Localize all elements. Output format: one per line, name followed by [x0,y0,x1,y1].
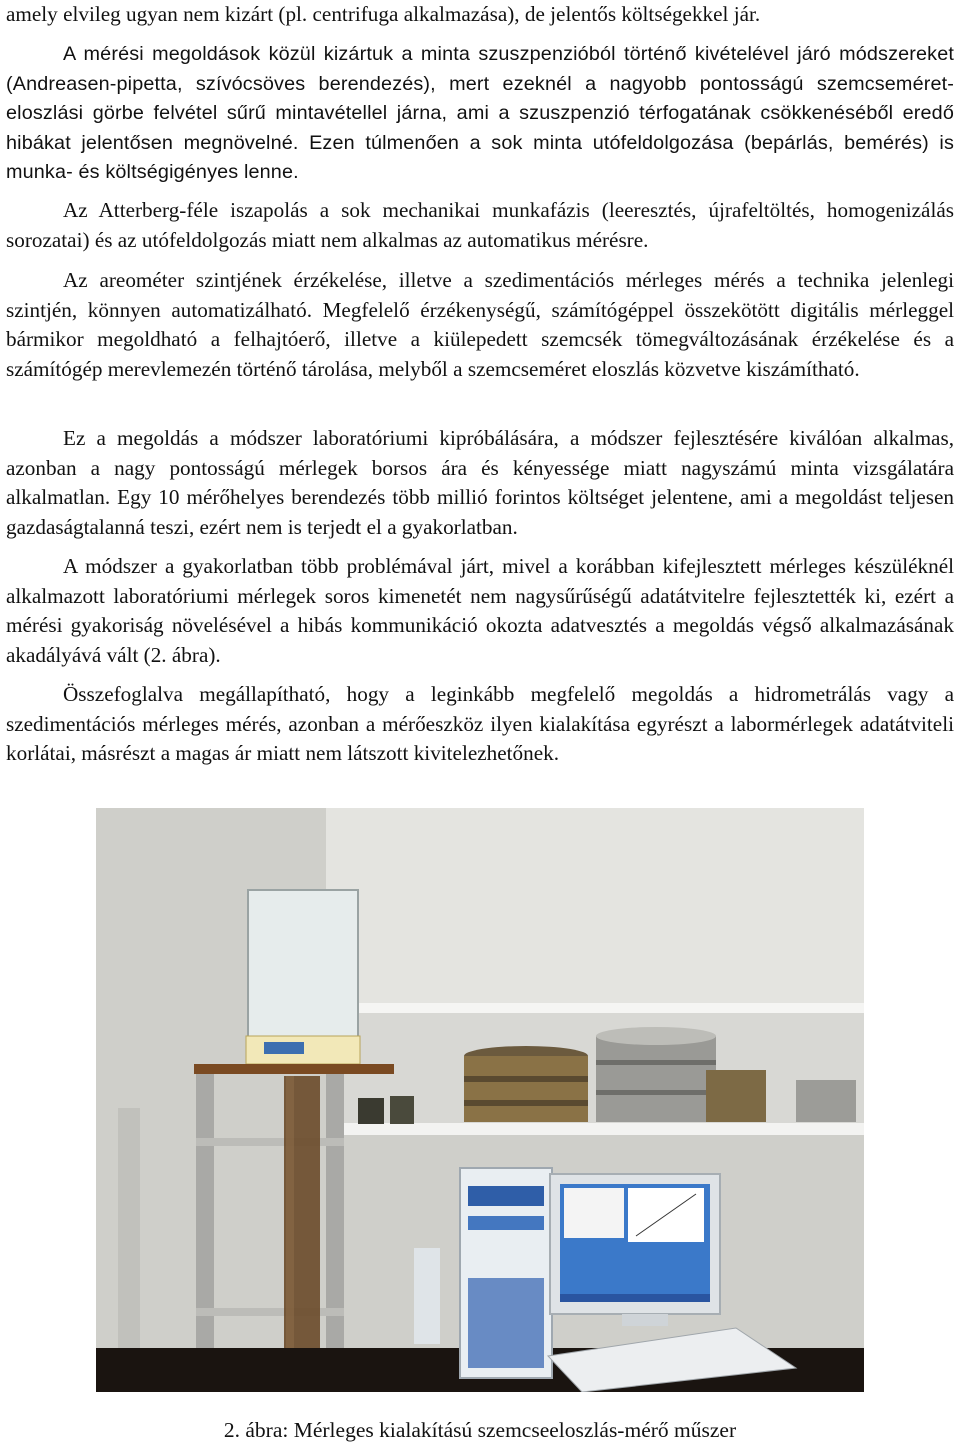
paragraph-atterberg: Az Atterberg-féle iszapolás a sok mechanikai munkafázis (leeresztés, újrafeltöltés, homogenizálás sorozatai) és az utófeldolgozás miatt nem alkalmas az automatikus mérésre. [6,198,954,252]
glass-tube [118,1108,140,1376]
shelf-board [326,1123,864,1135]
paragraph-excluded-methods: A mérési megoldások közül kizártuk a minta szuszpenzióból történő kivételével járó módszereket (Andreasen-pipetta, szívócsöves berendezés), mert ezeknél a nagyobb pontosságú szemcseméret-eloszlási görbe felvétel sűrű mintavétellel járna, ami a szuszpenzió térfogatának csökkenéséből eredő hibákat jelentősen megnövelné. Ezen túlmenően a sok minta utófeldolgozása (bepárlás, bemérés) is munka- és költségigényes lenne. [6,43,954,184]
paragraph-lab-solution: Ez a megoldás a módszer laboratóriumi kipróbálására, a módszer fejlesztésére kiválóan alkalmas, azonban a nagy pontosságú mérlegek borsos ára és kényessége miatt nagyszámú minta vizsgálatára alkalmatlan. Egy 10 mérőhelyes berendezés több millió forintos költséget jelentene, ami a megoldást teljesen gazdaságtalanná teszi, ezért nem is terjedt el a gyakorlatban. [6,426,954,539]
balance-display [264,1042,304,1054]
sieve-stack-left [464,1056,588,1122]
paragraph-areometer: Az areométer szintjének érzékelése, illetve a szedimentációs mérleges mérés a technika jelenlegi szintjén, könnyen automatizálható. Megfelelő érzékenységű, számítógéppel összekötött digitális mérleggel bármikor megoldható a felhajtóerő, illetve a kiülepedett szemcsék tömegváltozásának érzékelése és a számítógép merevlemezén történő tárolása, melyből a szemcseméret eloszlás közvetve kiszámítható. [6,268,954,381]
speaker [414,1248,440,1344]
figure-caption: 2. ábra: Mérleges kialakítású szemcseeloszlás-mérő műszer [223,1418,737,1442]
tower-drive-bay [468,1186,544,1206]
lab-photo-illustration [96,808,864,1392]
figure-photo [96,808,864,1392]
shelf-board-upper [326,1003,864,1013]
paragraph-continuation: amely elvileg ugyan nem kizárt (pl. centrifuga alkalmazása), de jelentős költségekkel jár. [6,2,761,26]
sieve-stack-metal [596,1036,716,1122]
frame-leg-left [196,1074,214,1374]
paragraph-summary: Összefoglalva megállapítható, hogy a leginkább megfelelő megoldás a hidrometrálás vagy a szedimentációs mérleges mérés, azonban a mérőeszköz ilyen kialakítása egyrészt a labormérlegek adatátviteli korlátai, másrészt a magas ár miatt nem látszott kivitelezhetőnek. [6,682,954,766]
balance-draft-shield [248,890,358,1038]
wooden-board [194,1064,394,1074]
paragraph-problems: A módszer a gyakorlatban több problémával járt, mivel a korábban kifejlesztett mérleges készüléknél alkalmazott laboratóriumi mérlegek soros kimenetét nem nagysűrűségű adatátvitelre fejlesztették ki, ezért a mérési gyakoriság növelésével a hibás kommunikáció okozta adatvesztés a megoldás végső alkalmazásának akadályává vált (2. ábra). [6,554,954,667]
frame-leg-right [326,1074,344,1374]
